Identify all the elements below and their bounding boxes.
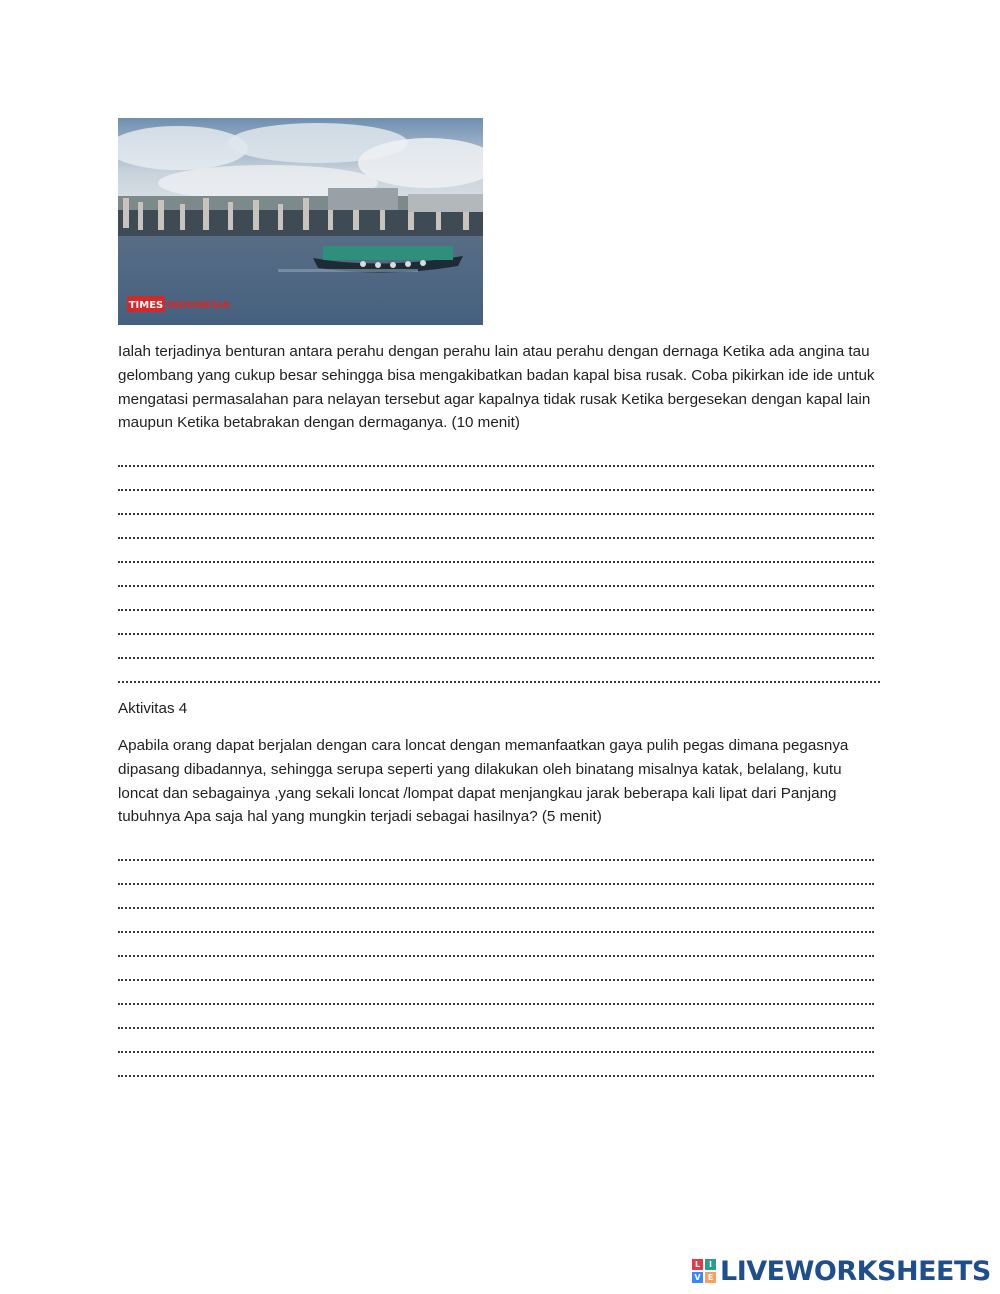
answer-line[interactable] [118,988,874,1012]
answer-line[interactable] [118,916,874,940]
logo-text: LIVEWORKSHEETS [720,1255,991,1287]
logo-mark-letter: V [692,1272,703,1283]
answer-line[interactable] [118,498,874,522]
logo-mark-letter: E [705,1272,716,1283]
logo-mark-icon [692,1259,716,1283]
watermark-suffix: INDONESIA [167,300,230,311]
activity3-question: Ialah terjadinya benturan antara perahu dengan perahu lain atau perahu dengan dernaga Ketika ada angina tau gelombang yang cukup besar sehingga bisa mengakibatkan badan kapal bisa rusak. Coba pikirkan ide ide untuk mengatasi permasalahan para nelayan tersebut agar kapalnya tidak rusak Ketika bergesekan dengan kapal lain maupun Ketika betabrakan dengan dermaganya. (10 menit) [118,343,875,432]
answer-line[interactable] [118,666,880,690]
answer-line[interactable] [118,522,874,546]
activity4-heading: Aktivitas 4 [118,700,188,717]
answer-line[interactable] [118,618,874,642]
answer-line[interactable] [118,964,874,988]
answer-line[interactable] [118,868,874,892]
answer-line[interactable] [118,546,874,570]
liveworksheets-logo [692,1255,991,1287]
answer-line[interactable] [118,844,874,868]
answer-line[interactable] [118,474,874,498]
watermark-brand: TIMES [128,300,164,311]
answer-line[interactable] [118,642,874,666]
answer-line[interactable] [118,594,874,618]
activity4-question: Apabila orang dapat berjalan dengan cara loncat dengan memanfaatkan gaya pulih pegas dimana pegasnya dipasang dibadannya, sehingga serupa seperti yang dilakukan oleh binatang misalnya katak, belalang, kutu loncat dan sebagainya ,yang sekali loncat /lompat dapat menjangkau jarak beberapa kali lipat dari Panjang tubuhnya Apa saja hal yang mungkin terjadi sebagai hasilnya? (5 menit) [118,737,849,826]
answer-line[interactable] [118,892,874,916]
answer-line[interactable] [118,1036,874,1060]
fishing-boats-photo [118,118,483,325]
activity3-answer-area[interactable] [118,450,878,690]
logo-mark-letter: L [692,1259,703,1270]
activity4-answer-area[interactable] [118,844,878,1084]
answer-line[interactable] [118,1012,874,1036]
answer-line[interactable] [118,940,874,964]
logo-mark-letter: I [705,1259,716,1270]
answer-line[interactable] [118,1060,874,1084]
answer-line[interactable] [118,450,874,474]
answer-line[interactable] [118,570,874,594]
